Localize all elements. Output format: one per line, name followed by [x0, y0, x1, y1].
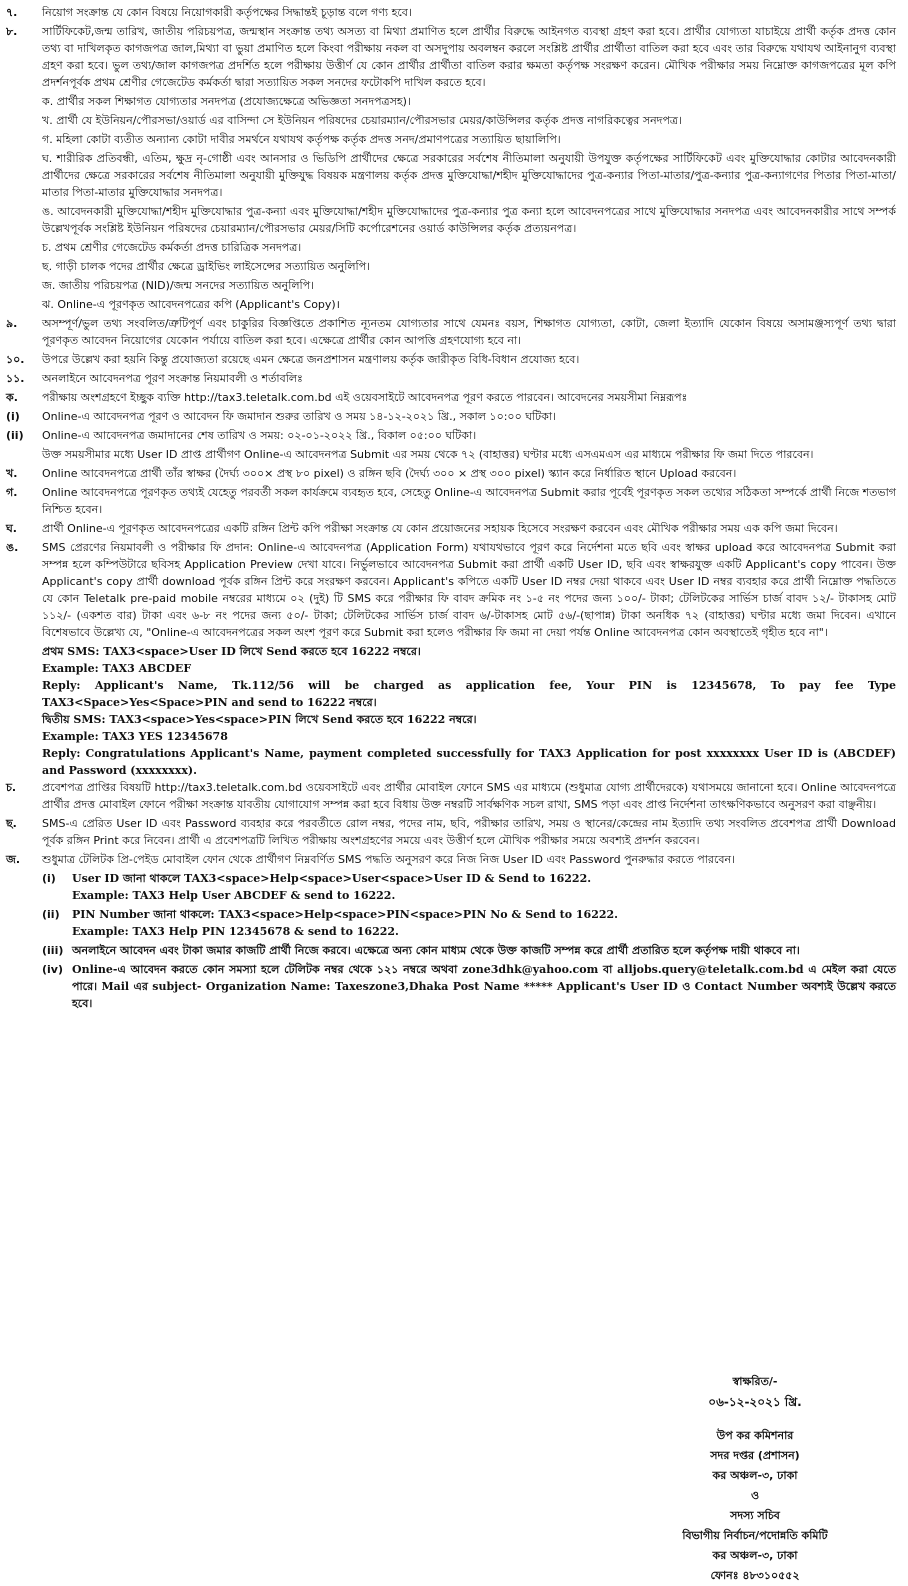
numbered-item [6, 484, 896, 518]
items-section-3 [6, 779, 896, 868]
signature-line: কর অঞ্চল-৩, ঢাকা [712, 1469, 798, 1482]
sms-line: Example: TAX3 YES 12345678 [42, 730, 228, 743]
numbered-item [6, 779, 896, 813]
item-text: উক্ত সময়সীমার মধ্যে User ID প্রাপ্ত প্রার্থীগণ Online-এ আবেদনপত্র Submit এর সময় থেকে ৭২ (বাহাত্তর) ঘণ্টার মধ্যে এসএমএস এর মাধ্যমে পরীক্ষার ফি জমা দিতে পারবেন। [42, 448, 814, 461]
document-item: জ. জাতীয় পরিচয়পত্র (NID)/জন্ম সনদের সত্যায়িত অনুলিপি। [42, 279, 315, 292]
signature-line: উপ কর কমিশনার [716, 1429, 794, 1442]
numbered-item [6, 351, 896, 368]
document-item: গ. মহিলা কোটা ব্যতীত অন্যান্য কোটা দাবীর সমর্থনে যথাযথ কর্তৃপক্ষ কর্তৃক প্রদত্ত সনদ/প্রমাণপত্রের সত্যায়িত ছায়ালিপি। [42, 133, 561, 146]
item-number: ঘ. [6, 522, 17, 535]
signature-line: ফোনঃ ৪৮৩১০৫৫২ [710, 1569, 800, 1582]
signature-date: ০৬-১২-২০২১ খ্রি. [708, 1395, 802, 1409]
item-text: Online-এ আবেদনপত্র জমাদানের শেষ তারিখ ও সময়: ০২-০১-২০২২ খ্রি., বিকাল ০৫:০০ ঘটিকা। [42, 429, 477, 442]
item-number: গ. [6, 486, 18, 499]
numbered-item [6, 446, 896, 463]
item-number: ১১. [6, 372, 25, 385]
numbered-item [6, 465, 896, 482]
item-number: ১০. [6, 353, 25, 366]
numbered-item [6, 370, 896, 387]
item-number: জ. [6, 853, 21, 866]
document-item: ঙ. আবেদনকারী মুক্তিযোদ্ধা/শহীদ মুক্তিযোদ্ধার পুত্র-কন্যা এবং মুক্তিযোদ্ধা/শহীদ মুক্তিযোদ্ধাদের পুত্র-কন্যার পুত্র কন্যা হলে আবেদনপত্রের সাথে মুক্তিযোদ্ধার সনদপত্র এবং আবেদনকারীর সাথে সম্পর্ক উল্লেখপূর্বক সংশ্লিষ্ট ইউনিয়ন পরিষদের চেয়ারম্যান/পৌরসভার মেয়র/সিটি কর্পোরেশনের ওয়ার্ড কাউন্সিলর কর্তৃক প্রত্যয়নপত্র। [42, 205, 896, 235]
item-number: (i) [6, 410, 20, 423]
recovery-number: (ii) [42, 908, 60, 921]
item-text: SMS প্রেরণের নিয়মাবলী ও পরীক্ষার ফি প্রদান: Online-এ আবেদনপত্র (Application Form) যথাযথভাবে পূরণ করে নির্দেশনা মতে ছবি এবং স্বাক্ষর upload করে আবেদনপত্র Submit করা সম্পন্ন হলে কম্পিউটারে ছবিসহ Application Preview দেখা যাবে। নির্ভুলভাবে আবেদনপত্র Submit করা প্রার্থী একটি User ID, ছবি এবং স্বাক্ষরযুক্ত একটি Applicant's copy পাবেন। উক্ত Applicant's copy প্রার্থী download পূর্বক রঙ্গিন প্রিন্ট করে সংরক্ষণ করবেন। Applicant's কপিতে একটি User ID নম্বর দেয়া থাকবে এবং User ID নম্বর ব্যবহার করে প্রার্থী নিম্নোক্ত পদ্ধতিতে যে কোন Teletalk pre-paid mobile নম্বরের মাধ্যমে ০২ (দুই) টি SMS করে পরীক্ষার ফি বাবদ ক্রমিক নং ১-৫ নং পদের জন্য ১০০/- টাকা; টেলিটকের সার্ভিস চার্জ বাবদ ১২/- টাকাসহ মোট ১১২/- (একশত বার) টাকা এবং ৬-৮ নং পদের জন্য ৫০/- টাকা; টেলিটকের সার্ভিস চার্জ বাবদ ৬/-টাকাসহ মোট ৫৬/-(ছাপান্ন) টাকা অনধিক ৭২ (বাহাত্তর) ঘণ্টার মধ্যে জমা দিবেন। এখানে বিশেষভাবে উল্লেখ্য যে, "Online-এ আবেদনপত্রের সকল অংশ পূরণ করে Submit করা হলেও পরীক্ষার ফি জমা না দেয়া পর্যন্ত Online আবেদনপত্র কোন অবস্থাতেই গৃহীত হবে না"। [42, 541, 896, 639]
sms-instructions [6, 643, 896, 779]
recovery-line: User ID জানা থাকলে TAX3<space>Help<space>User<space>User ID & Send to 16222. [72, 872, 592, 885]
document-item: ছ. গাড়ী চালক পদের প্রার্থীর ক্ষেত্রে ড্রাইভিং লাইসেন্সের সত্যায়িত অনুলিপি। [42, 260, 371, 273]
document-item: চ. প্রথম শ্রেণীর গেজেটেড কর্মকর্তা প্রদত্ত চারিত্রিক সনদপত্র। [42, 241, 302, 254]
numbered-item [6, 408, 896, 425]
item-text: SMS-এ প্রেরিত User ID এবং Password ব্যবহার করে পরবর্তীতে রোল নম্বর, পদের নাম, ছবি, পরীক্ষার তারিখ, সময় ও স্থানের/কেন্দ্রের নাম ইত্যাদি তথ্য সংবলিত প্রবেশপত্র প্রার্থী Download পূর্বক রঙ্গিন Print করে নিবেন। প্রার্থী এ প্রবেশপত্রটি লিখিত পরীক্ষায় অংশগ্রহণের সময়ে এবং উত্তীর্ণ হলে মৌখিক পরীক্ষার সময়ে অবশ্যই প্রদর্শন করবেন। [42, 817, 896, 847]
item-text: Online আবেদনপত্রে পূরণকৃত তথ্যই যেহেতু পরবর্তী সকল কার্যক্রমে ব্যবহৃত হবে, সেহেতু Online-এ আবেদনপত্র Submit করার পূর্বেই পূরণকৃত সকল তথ্যের সঠিকতা সম্পর্কে প্রার্থী নিজে শতভাগ নিশ্চিত হবেন। [42, 486, 897, 516]
numbered-item [6, 23, 896, 91]
document-item: ঝ. Online-এ পূরণকৃত আবেদনপত্রের কপি (Applicant's Copy)। [42, 298, 340, 311]
item-text: প্রবেশপত্র প্রাপ্তির বিষয়টি http://tax3.teletalk.com.bd ওয়েবসাইটে এবং প্রার্থীর মোবাইল ফোনে SMS এর মাধ্যমে (শুধুমাত্র যোগ্য প্রার্থীদেরকে) যথাসময়ে জানানো হবে। Online আবেদনপত্রে প্রার্থীর প্রদত্ত মোবাইল ফোনে পরীক্ষা সংক্রান্ত যাবতীয় যোগাযোগ সম্পন্ন করা হবে বিধায় উক্ত নম্বরটি সার্বক্ষণিক সচল রাখা, SMS পড়া এবং প্রাপ্ত নির্দেশনা তাৎক্ষণিকভাবে অনুসরণ করা বাঞ্ছনীয়। [42, 781, 896, 811]
recovery-list [6, 870, 896, 1012]
item-text: পরীক্ষায় অংশগ্রহণে ইচ্ছুক ব্যক্তি http://tax3.teletalk.com.bd এই ওয়েবসাইটে আবেদনপত্র পূরণ করতে পারবেন। আবেদনের সময়সীমা নিম্নরূপঃ [42, 391, 688, 404]
numbered-item [6, 815, 896, 849]
item-number: (ii) [6, 429, 24, 442]
signed-label: স্বাক্ষরিত/- [732, 1375, 778, 1388]
item-text: প্রার্থী Online-এ পূরণকৃত আবেদনপত্রের একটি রঙ্গিন প্রিন্ট কপি পরীক্ষা সংক্রান্ত যে কোন প্রয়োজনের সহায়ক হিসেবে সংরক্ষণ করবেন এবং মৌখিক পরীক্ষার সময় এক কপি জমা দিবেন। [42, 522, 838, 535]
sms-line: Reply: Congratulations Applicant's Name, payment completed successfully for TAX3 Application for post xxxxxxxx User ID is (ABCDEF) and Password (xxxxxxxx). [42, 747, 896, 777]
item-number: ক. [6, 391, 18, 404]
recovery-item [42, 906, 896, 940]
signature-line: সদর দপ্তর (প্রশাসন) [710, 1449, 800, 1462]
recovery-number: (iv) [42, 963, 63, 976]
sms-line: Reply: Applicant's Name, Tk.112/56 will be charged as application fee, Your PIN is 12345678, To pay fee Type TAX3<Space>Yes<Space>PIN and send to 16222 নম্বরে। [42, 679, 896, 709]
numbered-item [6, 389, 896, 406]
recovery-body [72, 870, 896, 904]
numbered-item [6, 539, 896, 641]
sms-line: Example: TAX3 ABCDEF [42, 662, 192, 675]
items-section-1 [6, 4, 896, 91]
sms-line: প্রথম SMS: TAX3<space>User ID লিখে Send করতে হবে 16222 নম্বরে। [42, 645, 421, 658]
recovery-number: (iii) [42, 944, 64, 957]
sms-line: দ্বিতীয় SMS: TAX3<space>Yes<space>PIN লিখে Send করতে হবে 16222 নম্বরে। [42, 713, 477, 726]
item-text: নিয়োগ সংক্রান্ত যে কোন বিষয়ে নিয়োগকারী কর্তৃপক্ষের সিদ্ধান্তই চূড়ান্ত বলে গণ্য হবে। [42, 6, 412, 19]
recovery-line: PIN Number জানা থাকলে: TAX3<space>Help<space>PIN<space>PIN No & Send to 16222. [72, 908, 618, 921]
signature-block [630, 1372, 880, 1586]
recovery-number: (i) [42, 872, 56, 885]
numbered-item [6, 315, 896, 349]
recovery-body [72, 942, 896, 959]
item-number: ঙ. [6, 541, 19, 554]
recovery-line: Example: TAX3 Help User ABCDEF & send to 16222. [72, 889, 396, 902]
numbered-item [6, 427, 896, 444]
numbered-item [6, 4, 896, 21]
item-number: ৭. [6, 6, 18, 19]
item-number: ৮. [6, 25, 18, 38]
numbered-item [6, 520, 896, 537]
signature-line: সদস্য সচিব [730, 1509, 780, 1522]
recovery-item [42, 942, 896, 959]
item-number: ছ. [6, 817, 17, 830]
recovery-body [72, 961, 896, 1012]
item-text: শুধুমাত্র টেলিটক প্রি-পেইড মোবাইল ফোন থেকে প্রার্থীগণ নিম্নবর্ণিত SMS পদ্ধতি অনুসরণ করে নিজ নিজ User ID এবং Password পুনরুদ্ধার করতে পারবেন। [42, 853, 736, 866]
numbered-item [6, 851, 896, 868]
recovery-line: Example: TAX3 Help PIN 12345678 & send to 16222. [72, 925, 399, 938]
recovery-item [42, 961, 896, 1012]
document-item: খ. প্রার্থী যে ইউনিয়ন/পৌরসভা/ওয়ার্ড এর বাসিন্দা সে ইউনিয়ন পরিষদের চেয়ারম্যান/পৌরসভার মেয়র/কাউন্সিলর কর্তৃক প্রদত্ত নাগরিকত্বের সনদপত্র। [42, 114, 682, 127]
documents-list [6, 93, 896, 313]
signature-line: কর অঞ্চল-৩, ঢাকা [712, 1549, 798, 1562]
recovery-item [42, 870, 896, 904]
signature-line: ও [750, 1489, 760, 1502]
item-number: ৯. [6, 317, 18, 330]
item-number: চ. [6, 781, 17, 794]
document-item: ক. প্রার্থীর সকল শিক্ষাগত যোগ্যতার সনদপত্র (প্রযোজ্যক্ষেত্রে অভিজ্ঞতা সনদপত্রসহ)। [42, 95, 411, 108]
item-text: উপরে উল্লেখ করা হয়নি কিন্তু প্রযোজ্যতা রয়েছে এমন ক্ষেত্রে জনপ্রশাসন মন্ত্রণালয় কর্তৃক জারীকৃত বিধি-বিধান প্রযোজ্য হবে। [42, 353, 580, 366]
items-section-2 [6, 315, 896, 641]
item-text: Online আবেদনপত্রে প্রার্থী তাঁর স্বাক্ষর (দৈর্ঘ্য ৩০০× প্রস্থ ৮০ pixel) ও রঙ্গিন ছবি (দৈর্ঘ্য ৩০০ × প্রস্থ ৩০০ pixel) স্ক্যান করে নির্ধারিত স্থানে Upload করবেন। [42, 467, 737, 480]
item-number: খ. [6, 467, 18, 480]
item-text: অনলাইনে আবেদনপত্র পূরণ সংক্রান্ত নিয়মাবলী ও শর্তাবলিঃ [42, 372, 303, 385]
signature-line: বিভাগীয় নির্বাচন/পদোন্নতি কমিটি [682, 1529, 828, 1542]
item-text: সার্টিফিকেট,জন্ম তারিখ, জাতীয় পরিচয়পত্র, জন্মস্থান সংক্রান্ত তথ্য অসত্য বা মিথ্যা প্রমাণিত হলে প্রার্থীর বিরুদ্ধে আইনগত ব্যবস্থা গ্রহণ করা হবে। প্রার্থীর যোগ্যতা যাচাইয়ে প্রার্থী কর্তৃক প্রদত্ত কোন তথ্য বা দাখিলকৃত কাগজপত্র জাল,মিথ্যা বা ভুয়া প্রমাণিত হলে কিংবা পরীক্ষায় নকল বা অসদুপায় অবলম্বন করলে সংশ্লিষ্ট প্রার্থীর প্রার্থীতা বাতিল করা হবে এবং তার বিরুদ্ধে যথাযথ আইনানুগ ব্যবস্থা গ্রহণ করা হবে। ভুল তথ্য/জাল কাগজপত্র প্রদর্শিত হলে পরীক্ষায় উত্তীর্ণ যে কোন প্রার্থীর প্রার্থীতা বাতিল করার ক্ষমতা কর্তৃপক্ষ সংরক্ষণ করেন। মৌখিক পরীক্ষার সময় নিম্নোক্ত কাগজপত্রের মূল কপি প্রদর্শনপূর্বক প্রথম শ্রেণীর গেজেটেড কর্মকর্তা দ্বারা সত্যায়িত সকল সনদের ফটোকপি দাখিল করতে হবে। [42, 25, 896, 89]
recovery-line: Online-এ আবেদন করতে কোন সমস্যা হলে টেলিটক নম্বর থেকে ১২১ নম্বরে অথবা zone3dhk@yahoo.com বা alljobs.query@teletalk.com.bd এ মেইল করা যেতে পারে। Mail এর subject- Organization Name: Taxeszone3,Dhaka Post Name ***** Applicant's User ID ও Contact Number অবশ্যই উল্লেখ করতে হবে। [72, 963, 896, 1010]
recovery-body [72, 906, 896, 940]
item-text: অসম্পূর্ণ/ভুল তথ্য সংবলিত/ত্রুটিপূর্ণ এবং চাকুরির বিজ্ঞপ্তিতে প্রকাশিত ন্যূনতম যোগ্যতার সাথে যেমনঃ বয়স, শিক্ষাগত যোগ্যতা, কোটা, জেলা ইত্যাদি যেকোন বিষয়ে অসামঞ্জস্যপূর্ণ তথ্য দ্বারা পূরণকৃত আবেদন নিয়োগের যেকোন পর্যায়ে বাতিল করা হবে। এক্ষেত্রে প্রার্থীর কোন আপত্তি গ্রহণযোগ্য হবে না। [42, 317, 896, 347]
recovery-line: অনলাইনে আবেদন এবং টাকা জমার কাজটি প্রার্থী নিজে করবে। এক্ষেত্রে অন্য কোন মাধ্যম থেকে উক্ত কাজটি সম্পন্ন করে প্রার্থী প্রতারিত হলে কর্তৃপক্ষ দায়ী থাকবে না। [72, 944, 800, 957]
item-text: Online-এ আবেদনপত্র পূরণ ও আবেদন ফি জমাদান শুরুর তারিখ ও সময় ১৪-১২-২০২১ খ্রি., সকাল ১০:০০ ঘটিকা। [42, 410, 556, 423]
document-item: ঘ. শারীরিক প্রতিবন্ধী, এতিম, ক্ষুদ্র নৃ-গোষ্ঠী এবং আনসার ও ভিডিপি প্রার্থীদের ক্ষেত্রে সরকারের সর্বশেষ নীতিমালা অনুযায়ী উপযুক্ত কর্তৃপক্ষের সার্টিফিকেট এবং মুক্তিযোদ্ধার কোটার আবেদনকারী প্রার্থীদের ক্ষেত্রে সরকারের সর্বশেষ নীতিমালা অনুযায়ী মুক্তিযুদ্ধ বিষয়ক মন্ত্রণালয় কর্তৃক প্রদত্ত মুক্তিযোদ্ধা/শহীদ মুক্তিযোদ্ধাদের পুত্র-কন্যার পিতা-মাতার/পুত্র-কন্যার পুত্র-কন্যাগণের পিতার পিতা-মাতা/মাতার পিতা-মাতার মুক্তিযোদ্ধার সনদপত্র। [42, 152, 896, 199]
